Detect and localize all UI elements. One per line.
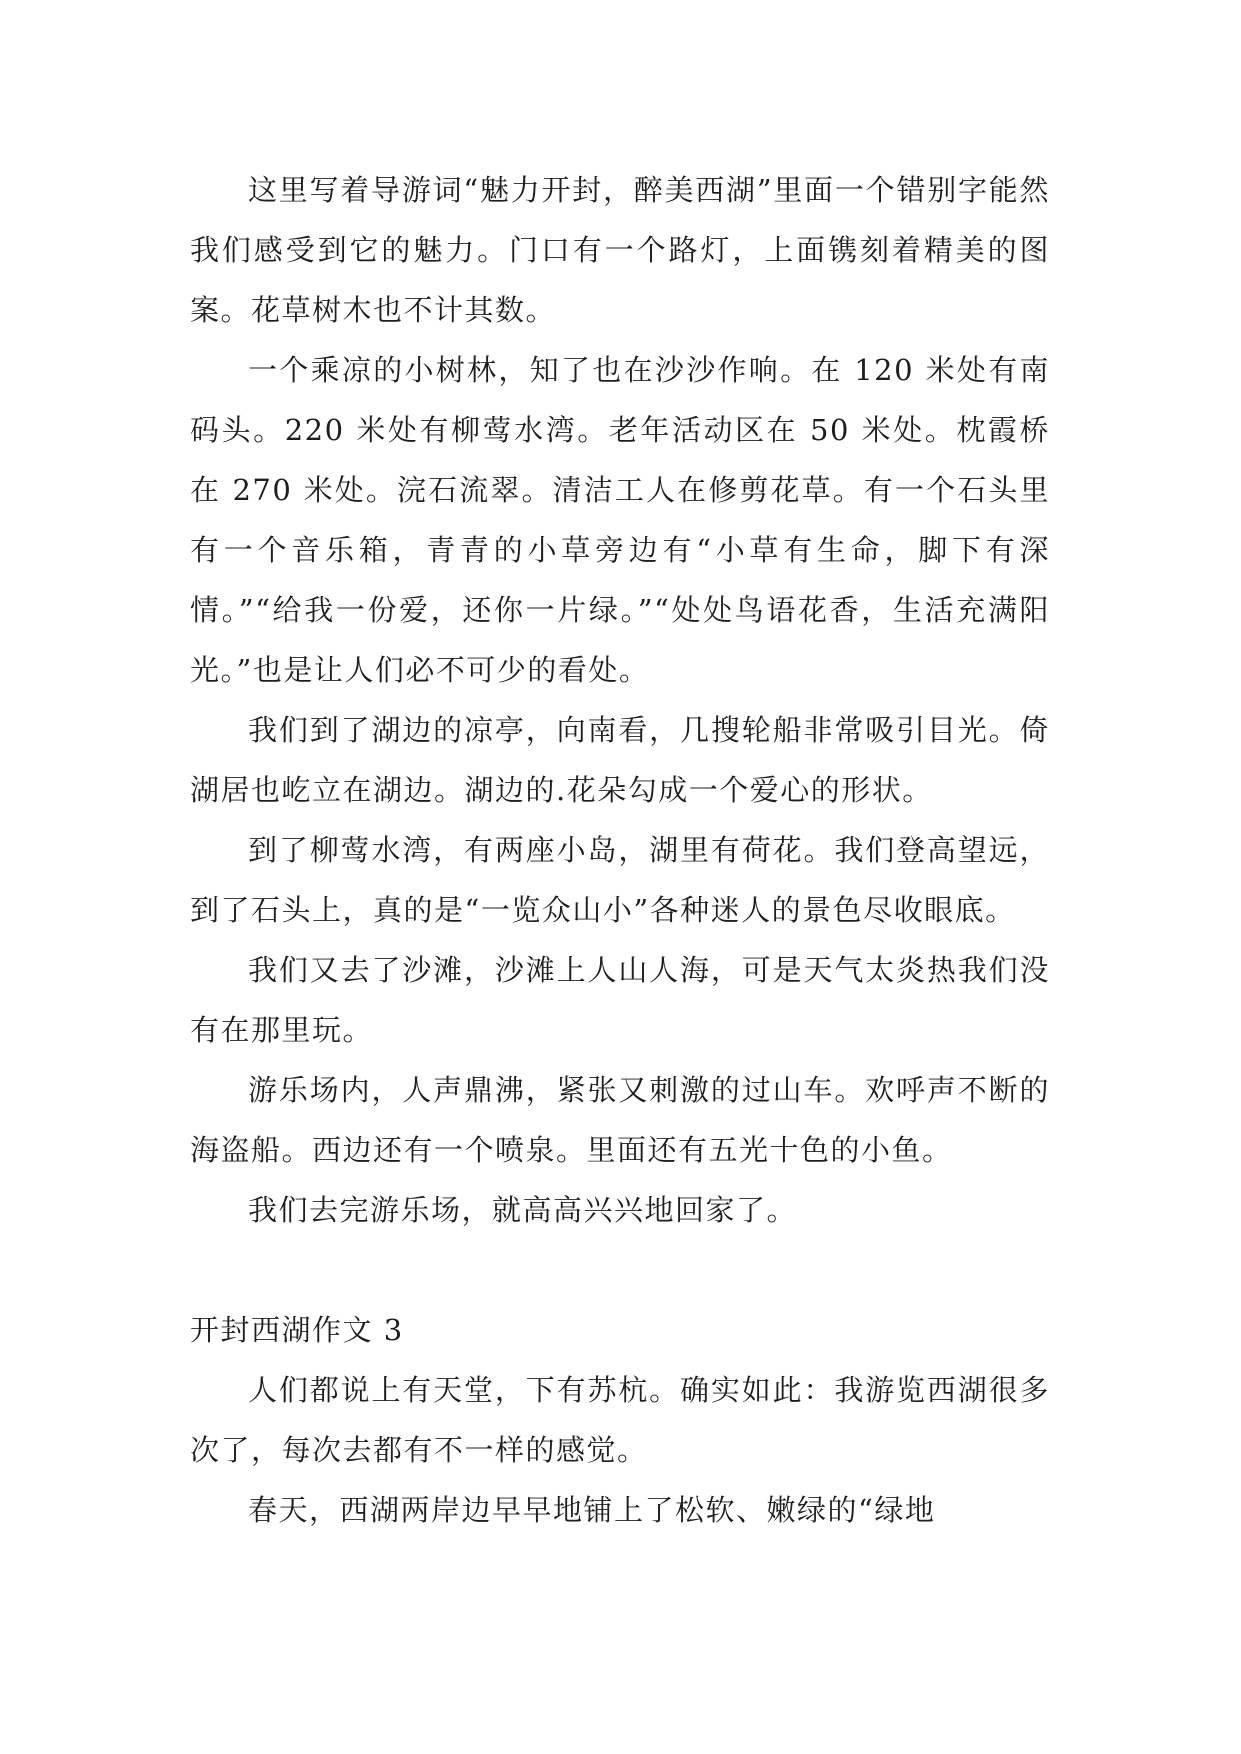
paragraph: 我们去完游乐场，就高高兴兴地回家了。: [248, 1193, 798, 1227]
document-body: [190, 160, 1050, 1540]
paragraph: 游乐场内，人声鼎沸，紧张又刺激的过山车。欢呼声不断的海盗船。西边还有一个喷泉。里面还有五光十色的小鱼。: [190, 1073, 1050, 1167]
section-heading: 开封西湖作文 3: [190, 1313, 404, 1347]
paragraph: 春天，西湖两岸边早早地铺上了松软、嫩绿的“绿地: [248, 1493, 936, 1527]
paragraph: 这里写着导游词“魅力开封，醉美西湖”里面一个错别字能然我们感受到它的魅力。门口有一个路灯，上面镌刻着精美的图案。花草树木也不计其数。: [190, 173, 1050, 327]
paragraph: 人们都说上有天堂，下有苏杭。确实如此：我游览西湖很多次了，每次去都有不一样的感觉。: [190, 1373, 1050, 1467]
paragraph: 到了柳莺水湾，有两座小岛，湖里有荷花。我们登高望远，到了石头上，真的是“一览众山小”各种迷人的景色尽收眼底。: [190, 833, 1050, 927]
paragraph: 我们到了湖边的凉亭，向南看，几搜轮船非常吸引目光。倚湖居也屹立在湖边。湖边的.花朵勾成一个爱心的形状。: [190, 713, 1050, 807]
paragraph: 我们又去了沙滩，沙滩上人山人海，可是天气太炎热我们没有在那里玩。: [190, 953, 1050, 1047]
paragraph: 一个乘凉的小树林，知了也在沙沙作响。在 120 米处有南码头。220 米处有柳莺水湾。老年活动区在 50 米处。枕霞桥在 270 米处。浣石流翠。清洁工人在修剪花草。有一个石头里有一个音乐箱，青青的小草旁边有“小草有生命，脚下有深情。”“给我一份爱，还你一片绿。”“处处鸟语花香，生活充满阳光。”也是让人们必不可少的看处。: [190, 353, 1050, 687]
